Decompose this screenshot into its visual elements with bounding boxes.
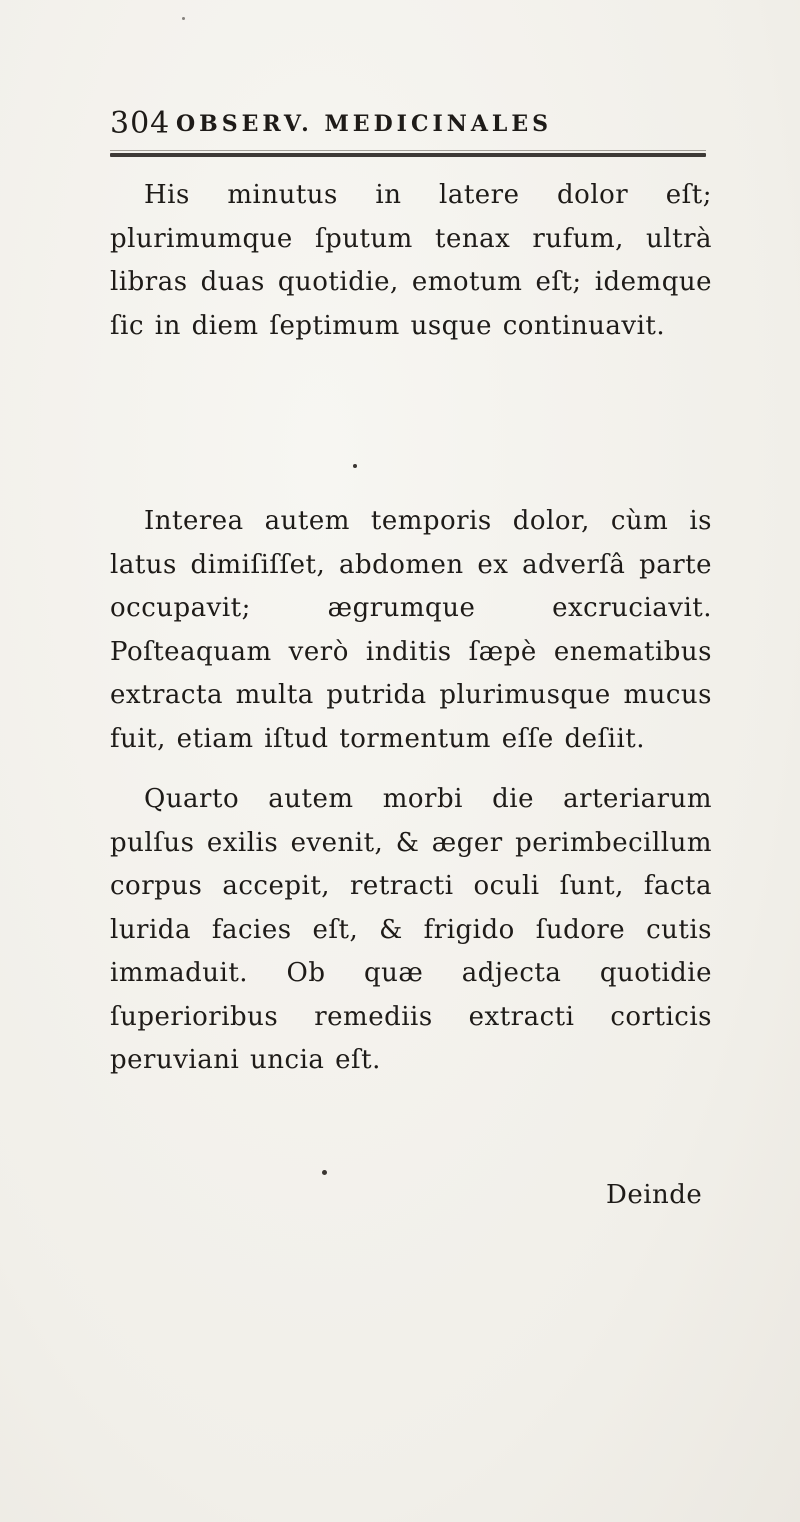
ink-speck xyxy=(322,1170,327,1175)
running-head xyxy=(110,106,710,146)
header-rule-thin xyxy=(110,150,706,151)
ink-speck xyxy=(182,17,185,20)
paragraph-2: Interea autem temporis dolor, cùm is latus dimiſiſſet, abdomen ex adverſâ parte occupavit; ægrumque excruciavit. Poſteaquam verò inditis ſæpè enematibus extracta multa putrida plurimusque mucus fuit, etiam iſtud tormentum eſſe deſiit. xyxy=(110,506,712,754)
page-number: 304 xyxy=(110,106,171,141)
catchword: Deinde xyxy=(606,1180,703,1210)
ink-speck xyxy=(353,464,357,468)
paragraph-1: His minutus in latere dolor eſt; plurimumque ſputum tenax rufum, ultrà libras duas quotidie, emotum eſt; idemque ſic in diem ſeptimum usque continuavit. xyxy=(110,180,712,341)
running-title: OBSERV. MEDICINALES xyxy=(176,111,553,137)
paragraph-3: Quarto autem morbi die arteriarum pulſus exilis evenit, & æger perimbecillum corpus accepit, retracti oculi ſunt, facta lurida facies eſt, & frigido ſudore cutis immaduit. Ob quæ adjecta quotidie ſuperioribus remediis extracti corticis peruviani uncia eſt. xyxy=(110,784,712,1075)
header-rule xyxy=(110,153,706,157)
